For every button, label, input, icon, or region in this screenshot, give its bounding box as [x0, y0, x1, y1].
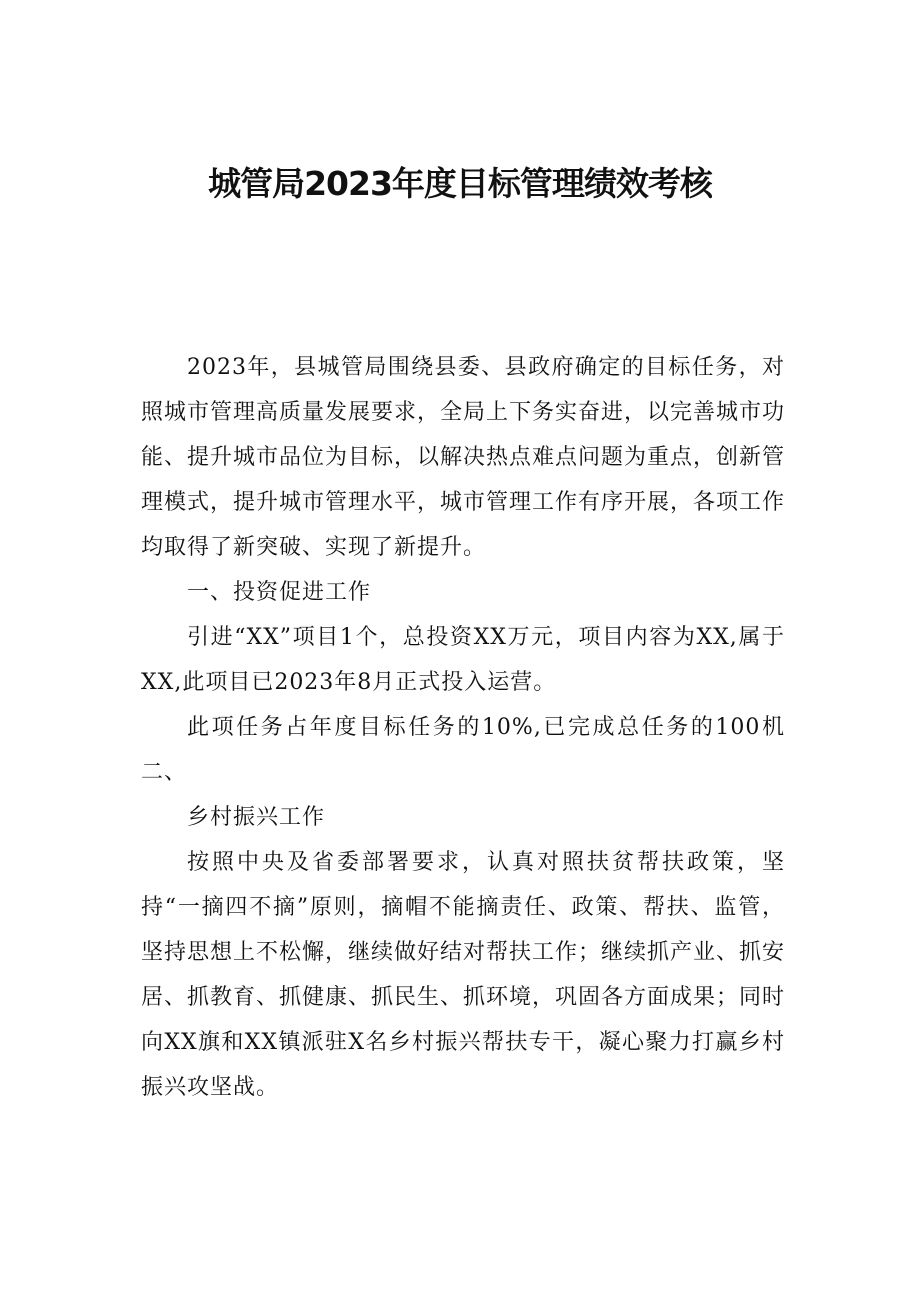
section-heading-rural-revitalization: 乡村振兴工作 — [187, 805, 326, 830]
paragraph-investment-progress: 此项任务占年度目标任务的10%,已完成总任务的100机二、 — [141, 715, 785, 785]
paragraph-intro: 2023年，县城管局围绕县委、县政府确定的目标任务，对照城市管理高质量发展要求，全局上下务实奋进，以完善城市功能、提升城市品位为目标，以解决热点难点问题为重点，创新管理模式，提升城市管理水平，城市管理工作有序开展，各项工作均取得了新突破、实现了新提升。 — [141, 355, 786, 560]
paragraph-investment-project: 引进“XX”项目1个，总投资XX万元，项目内容为XX,属于XX,此项目已2023年8月正式投入运营。 — [141, 625, 785, 695]
document-body — [141, 345, 785, 1110]
page-title: 城管局2023年度目标管理绩效考核 — [208, 164, 712, 203]
paragraph-rural-revitalization: 按照中央及省委部署要求，认真对照扶贫帮扶政策，坚持“一摘四不摘”原则，摘帽不能摘责任、政策、帮扶、监管，坚持思想上不松懈，继续做好结对帮扶工作；继续抓产业、抓安居、抓教育、抓健康、抓民生、抓环境，巩固各方面成果；同时向XX旗和XX镇派驻X名乡村振兴帮扶专干，凝心聚力打赢乡村振兴攻坚战。 — [141, 850, 786, 1100]
section-heading-investment: 一、投资促进工作 — [187, 580, 372, 605]
